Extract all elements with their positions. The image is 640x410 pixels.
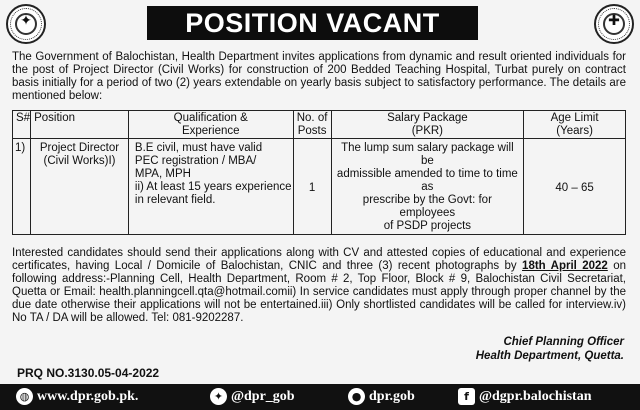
header-posts-line: No. of [296, 112, 328, 124]
row-salary-line: admissible amended to time to time as [336, 168, 518, 193]
footer-twitter[interactable] [210, 388, 295, 405]
social-handle[interactable]: dpr.gob [369, 388, 415, 404]
header-age-line: (Years) [556, 125, 593, 137]
row-salary [331, 139, 524, 235]
globe-icon: ◍ [16, 388, 33, 405]
row-position [31, 139, 129, 235]
row-qualification [128, 139, 293, 235]
health-department-logo-icon: ✚ [594, 4, 634, 44]
facebook-icon: f [458, 388, 475, 405]
twitter-handle[interactable]: @dpr_gob [231, 388, 295, 404]
table-header-row [13, 111, 626, 139]
signature-block [476, 335, 624, 363]
row-sno: 1) [13, 139, 31, 235]
row-qualification-line: MPA, MPH [134, 168, 191, 180]
header-age-line: Age Limit [550, 112, 599, 124]
instructions-part-2: on following address:-Planning Cell, Health Department, Room # 2, Top Floor, Block # 9, Balochistan Civil Secretariat, Quetta or Email: health.planningcell.qta@hotmail.comii) In service candidates must apply through proper channel by the due date otherwise their applications will not be entertained.iii) Only shortlisted candidates will be called for interview.iv) No TA / DA will be allowed. Tel: 081-9202287. [12, 260, 626, 324]
header-age-limit [524, 111, 626, 139]
header-posts-line: Posts [297, 125, 327, 137]
header-qualification [128, 111, 293, 139]
social-icon: ● [348, 388, 365, 405]
website-link[interactable]: www.dpr.gob.pk. [37, 388, 139, 404]
footer-website[interactable] [16, 388, 138, 405]
table-row [13, 139, 626, 235]
signatory-title: Chief Planning Officer [503, 336, 624, 348]
row-salary-line: of PSDP projects [383, 220, 472, 232]
page-title: POSITION VACANT [147, 6, 478, 40]
instructions-part-1: Interested candidates should send their applications along with CV and attested copies of educational and experience certificates, having Local / Domicile of Balochistan, CNIC and three (3) recent photographs by [12, 247, 626, 272]
row-qualification-line: PEC registration / MBA/ [134, 155, 257, 167]
header-salary-line: Salary Package [387, 112, 468, 124]
header-qualification-line: Experience [181, 125, 240, 137]
header-position [31, 111, 129, 139]
prq-number: PRQ NO.3130.05-04-2022 [17, 366, 160, 380]
header-salary-line: (PKR) [411, 125, 444, 137]
government-logo-icon: ✦ [6, 4, 46, 44]
header-posts [293, 111, 331, 139]
twitter-icon: ✦ [210, 388, 227, 405]
footer-social[interactable] [348, 388, 415, 405]
row-qualification-line: B.E civil, must have valid [134, 142, 263, 154]
row-qualification-line: ii) At least 15 years experience [134, 181, 292, 193]
row-age-limit: 40 – 65 [524, 139, 626, 235]
row-salary-line: prescribe by the Govt: for employees [362, 194, 492, 219]
row-position-line: Project Director [39, 142, 120, 154]
deadline-date: 18th April 2022 [522, 260, 608, 272]
header-position-label: Position [34, 112, 75, 124]
header-sno: S# [13, 111, 31, 139]
facebook-handle[interactable]: @dgpr.balochistan [479, 388, 592, 404]
header-qualification-line: Qualification & [173, 112, 248, 124]
intro-paragraph: The Government of Balochistan, Health Department invites applications from dynamic and result oriented individuals for the post of Project Director (Civil Works) for construction of 200 Bedded Teaching Hospital, Turbat purely on contract basis initially for a period of two (2) years extendable on yearly basis subject to satisfactory performance. The details are mentioned below: [12, 51, 626, 102]
application-instructions [12, 247, 626, 325]
row-salary-line: The lump sum salary package will be [341, 142, 514, 167]
row-qualification-line: in relevant field. [134, 194, 216, 206]
signatory-department: Health Department, Quetta. [475, 350, 624, 362]
row-position-line: (Civil Works)I) [43, 155, 116, 167]
row-posts: 1 [293, 139, 331, 235]
footer-facebook[interactable] [458, 388, 592, 405]
footer-bar [0, 384, 640, 410]
positions-table [12, 110, 626, 235]
header-salary [331, 111, 524, 139]
